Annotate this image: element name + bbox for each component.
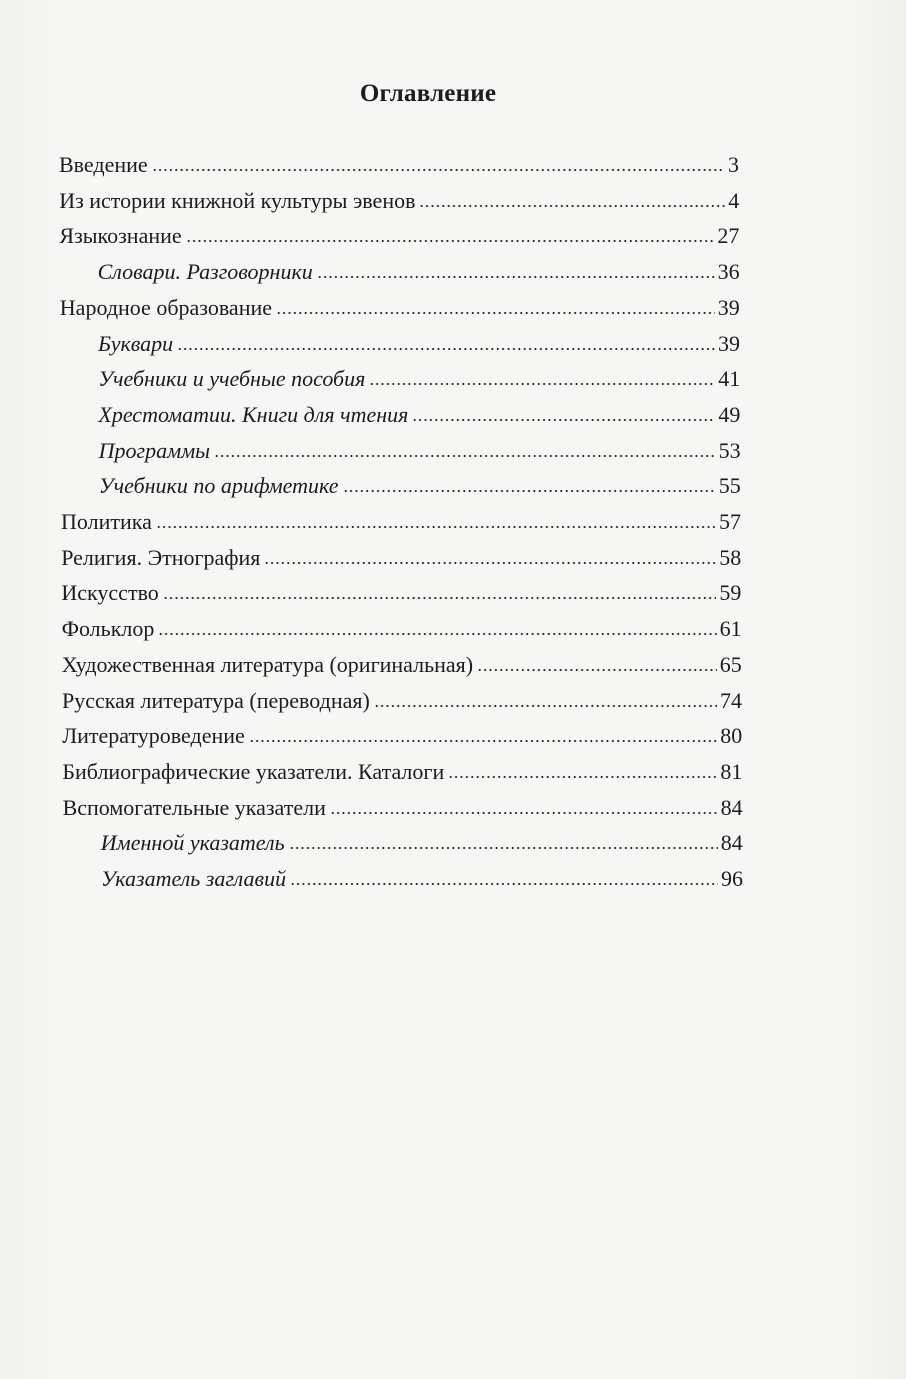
dot-leader: [156, 507, 716, 529]
toc-entry-page-number: 84: [720, 830, 743, 856]
toc-entry-page-number: 49: [718, 401, 741, 427]
toc-entry: [99, 471, 741, 501]
toc-entry-label: Религия. Этнография: [61, 544, 261, 570]
toc-entry-label: Фольклор: [61, 616, 155, 642]
toc-entry-label: Библиографические указатели. Каталоги: [62, 758, 445, 784]
toc-entry: [62, 686, 742, 716]
dot-leader: [264, 543, 716, 565]
toc-entry-label: Языкознание: [59, 223, 182, 249]
dot-leader: [369, 364, 715, 386]
toc-entry: [59, 221, 739, 251]
toc-entry-page-number: 84: [720, 794, 743, 820]
dot-leader: [477, 650, 717, 672]
toc-entry-page-number: 39: [717, 294, 740, 320]
toc-entry: [62, 721, 742, 751]
dot-leader: [343, 471, 716, 493]
toc-entry: [101, 864, 743, 894]
toc-entry: [59, 186, 739, 216]
dot-leader: [152, 150, 725, 172]
toc-entry-label: Хрестоматии. Книги для чтения: [98, 401, 409, 427]
toc-entry-page-number: 96: [721, 866, 743, 891]
toc-entry-label: Программы: [98, 437, 211, 463]
toc-entry-page-number: 74: [720, 687, 742, 713]
dot-leader: [186, 221, 715, 243]
dot-leader: [290, 864, 718, 886]
toc-entry: [98, 364, 740, 394]
dot-leader: [163, 578, 717, 600]
toc-entry-page-number: 65: [719, 651, 742, 677]
toc-entry: [62, 614, 742, 644]
toc-entry: [61, 578, 741, 608]
dot-leader: [330, 793, 718, 815]
dot-leader: [317, 257, 715, 279]
toc-entry-label: Учебники по арифметике: [98, 473, 339, 499]
toc-entry-page-number: 3: [728, 152, 739, 177]
toc-entry-label: Народное образование: [59, 294, 273, 320]
dot-leader: [249, 721, 717, 743]
dot-leader: [276, 293, 715, 315]
toc-entry: [98, 400, 740, 430]
dot-leader: [419, 186, 725, 208]
dot-leader: [158, 614, 716, 636]
toc-entry: [62, 757, 742, 787]
toc-entry-label: Вспомогательные указатели: [62, 794, 326, 820]
dot-leader: [374, 686, 717, 708]
toc-entry: [98, 257, 740, 287]
toc-entry: [62, 650, 742, 680]
toc-entry: [101, 828, 743, 858]
toc-entry-page-number: 53: [718, 437, 741, 463]
toc-entry-page-number: 41: [718, 366, 741, 392]
toc-entry-label: Словари. Разговорники: [97, 259, 313, 285]
toc-entry-page-number: 58: [719, 544, 742, 570]
toc-entry-label: Из истории книжной культуры эвенов: [59, 187, 416, 213]
toc-entry: [60, 293, 740, 323]
toc-entry-page-number: 27: [717, 223, 740, 249]
toc-entry-label: Указатель заглавий: [101, 866, 287, 891]
toc-entry-page-number: 57: [719, 509, 741, 534]
toc-entry-label: Художественная литература (оригинальная): [61, 651, 474, 677]
toc-entry-label: Буквари: [98, 330, 174, 356]
page-title: Оглавление: [359, 80, 497, 107]
toc-entry-label: Учебники и учебные пособия: [98, 366, 366, 392]
toc-entry-page-number: 36: [717, 259, 740, 285]
toc-entry: [99, 436, 741, 466]
dot-leader: [289, 828, 718, 850]
toc-entry-page-number: 81: [720, 758, 743, 784]
toc-entry: [61, 543, 741, 573]
toc-entry: [98, 329, 740, 359]
toc-entry: [61, 507, 741, 537]
toc-entry-page-number: 80: [720, 723, 743, 749]
toc-entry-label: Политика: [61, 509, 152, 534]
toc-entry-page-number: 55: [718, 473, 741, 499]
toc-entry-page-number: 39: [718, 330, 740, 356]
toc-entry-label: Литературоведение: [62, 723, 245, 749]
toc-entry-label: Введение: [59, 152, 148, 177]
toc-entry-label: Русская литература (переводная): [62, 687, 370, 713]
dot-leader: [214, 436, 716, 458]
toc-entry: [59, 150, 739, 180]
toc-entry-page-number: 61: [719, 616, 742, 642]
dot-leader: [177, 329, 715, 351]
toc-entry-page-number: 4: [728, 187, 740, 213]
toc-entry-page-number: 59: [719, 580, 742, 606]
dot-leader: [412, 400, 715, 422]
toc-entry: [63, 793, 743, 823]
dot-leader: [448, 757, 717, 779]
toc-entry-label: Именной указатель: [100, 830, 285, 856]
toc-entry-label: Искусство: [61, 580, 159, 606]
